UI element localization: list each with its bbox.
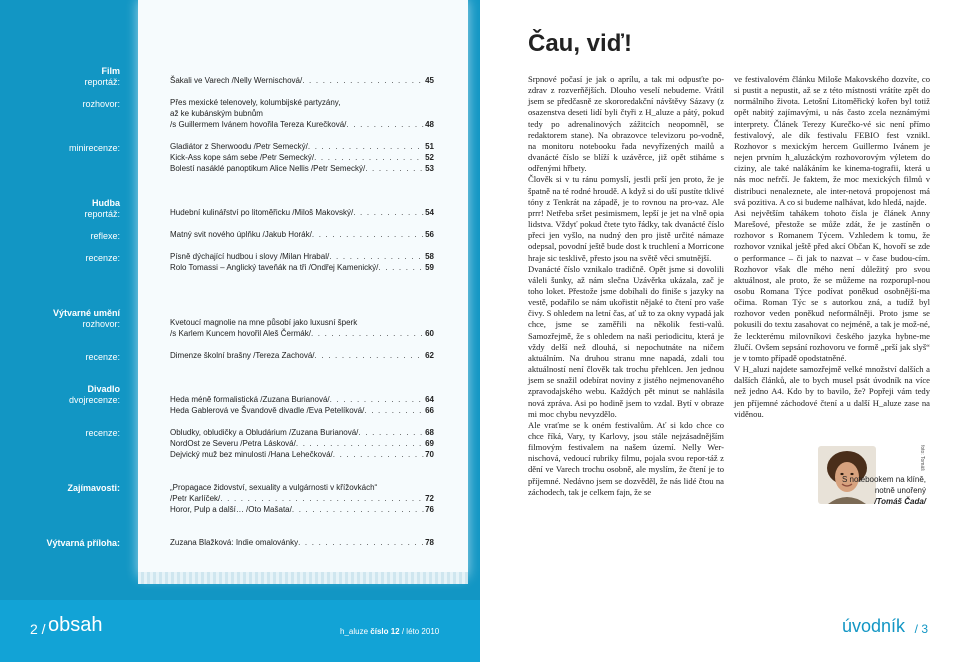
section-hudba-recenze xyxy=(85,253,120,264)
section-film-rozhovor xyxy=(82,99,120,110)
photo-credit: foto: Tomáš xyxy=(919,445,925,471)
toc-text: Šakali ve Varech /Nelly Wernischová/ xyxy=(170,76,303,85)
toc-text: Kvetoucí magnolie na mne působí jako luxusní šperk xyxy=(170,318,358,327)
section-title: Výtvarné umění xyxy=(52,308,120,318)
toc-text: Dejvický muž bez minulosti /Hana Lehečková/ xyxy=(170,450,333,459)
section-label: rozhovor: xyxy=(82,99,120,109)
toc-page: 72 xyxy=(425,494,434,503)
toc-entry[interactable] xyxy=(170,427,434,460)
magazine-name: h_aluze xyxy=(340,627,369,636)
section-title: Film xyxy=(101,66,120,76)
section-divadlo xyxy=(69,384,120,406)
page-number: 2 / xyxy=(30,621,46,637)
toc-entry[interactable] xyxy=(170,537,434,548)
toc-page: 54 xyxy=(425,208,434,217)
editorial-column-2 xyxy=(734,74,930,420)
toc-page: 70 xyxy=(425,450,434,459)
toc-text: Přes mexické telenovely, kolumbijské partyzány, xyxy=(170,98,341,107)
toc-entry[interactable] xyxy=(170,317,434,339)
toc-text: Dimenze školní brašny /Tereza Zachová/ xyxy=(170,351,315,360)
section-label: dvojrecenze: xyxy=(68,395,120,405)
toc-page: 76 xyxy=(425,505,434,514)
section-title: Hudba xyxy=(92,198,120,208)
toc-entry[interactable] xyxy=(170,482,434,515)
section-label: recenze: xyxy=(85,352,120,362)
section-divadlo-recenze xyxy=(85,428,120,439)
toc-page: 60 xyxy=(425,329,434,338)
toc-text: /s Guillermem Ivánem hovořila Tereza Kurečková/ xyxy=(170,120,347,129)
paragraph: Ale vraťme se k oném festivalům. Ať si kdo chce co chce říká, Vary, ty Karlovy, jsou stále nejzásadnějším filmovým festivalem na našem území. Nelly Wer-nischová, vedoucí rubriky filmu, pojala svou repor-táž z dění ve Varech trochu osobně, ale myslím, že čtení je to příjemné. Nedávno jsem se dozvěděl, že nás lidé čtou na záchodech, tak je celkem fajn, že se xyxy=(528,419,724,497)
issue-info xyxy=(340,627,439,636)
toc-entry[interactable] xyxy=(170,207,434,218)
toc-page: 58 xyxy=(425,252,434,261)
toc-text: Gladiátor z Sherwoodu /Petr Semecký/ xyxy=(170,142,308,151)
section-label: recenze: xyxy=(85,428,120,438)
section-film-minirecenze xyxy=(69,143,120,154)
editorial-column-1 xyxy=(528,74,724,498)
toc-text: /s Karlem Kuncem hovořil Aleš Čermák/ xyxy=(170,329,311,338)
section-label: reportáž: xyxy=(84,77,120,87)
portrait-caption xyxy=(730,474,926,507)
toc-text: Rolo Tomassi – Anglický taveňák na tři /Ondřej Kamenický/ xyxy=(170,263,379,272)
toc-text: Zuzana Blažková: Indie omalovánky xyxy=(170,538,299,547)
toc-text: Obludky, obludičky a Obludárium /Zuzana Burianová/ xyxy=(170,428,359,437)
section-priloha xyxy=(46,538,120,549)
toc-entry[interactable] xyxy=(170,97,434,130)
toc-text: Horor, Pulp a další… /Oto Mašata/ xyxy=(170,505,292,514)
toc-text: NordOst ze Severu /Petra Lásková/ xyxy=(170,439,296,448)
toc-page: 48 xyxy=(425,120,434,129)
toc-text: /Petr Karlíček/ xyxy=(170,494,221,503)
toc-text: Kick-Ass kope sám sebe /Petr Semecký/ xyxy=(170,153,315,162)
toc-entry[interactable] xyxy=(170,229,434,240)
section-film xyxy=(84,66,120,88)
issue-season: / léto 2010 xyxy=(401,627,440,636)
issue-number: číslo 12 xyxy=(370,627,400,636)
section-label: rozhovor: xyxy=(82,319,120,329)
toc-text: Písně dýchající hudbou i slovy /Milan Hrabal/ xyxy=(170,252,330,261)
towel-fringe xyxy=(138,572,468,584)
toc-page: 68 xyxy=(425,428,434,437)
caption-line: notně unořený xyxy=(874,486,926,495)
toc-text: Matný svit nového úplňku /Jakub Horák/ xyxy=(170,230,312,239)
toc-page: 69 xyxy=(425,439,434,448)
section-label: minirecenze: xyxy=(68,143,120,153)
caption-line: S notebookem na klíně, xyxy=(841,475,926,484)
section-title: Výtvarná příloha: xyxy=(46,538,120,548)
toc-page: 52 xyxy=(425,153,434,162)
editorial-page xyxy=(480,0,960,662)
toc-entry[interactable] xyxy=(170,394,434,416)
toc-page: 45 xyxy=(425,76,434,85)
section-hudba-reflexe xyxy=(90,231,120,242)
toc-text: Bolestí nasáklé panoptikum Alice Nellis /Petr Semecký/ xyxy=(170,164,366,173)
page-number: / 3 xyxy=(914,622,928,636)
toc-page: 59 xyxy=(425,263,434,272)
toc-entry[interactable] xyxy=(170,251,434,273)
toc-page: 62 xyxy=(425,351,434,360)
section-vytvarne xyxy=(53,308,120,330)
section-title: Divadlo xyxy=(87,384,120,394)
toc-entry[interactable] xyxy=(170,141,434,174)
toc-text: Heda Gablerová ve Švandově divadle /Eva Petelíková/ xyxy=(170,406,365,415)
section-label: reflexe: xyxy=(90,231,120,241)
page-section-label: úvodník xyxy=(841,616,905,636)
toc-page: 64 xyxy=(425,395,434,404)
section-label: reportáž: xyxy=(84,209,120,219)
author-signature: /Tomáš Čada/ xyxy=(874,497,926,506)
section-zajimavosti xyxy=(67,483,120,494)
page-section-label: obsah xyxy=(48,614,103,636)
toc-page: 56 xyxy=(425,230,434,239)
paragraph: Člověk si v tu ránu pomyslí, jestli prší jen proto, že je špatně na té rodné hroudě. A když si do uší pustíte tklivé tóny z Tenkrát na západě, je to rovnou na pro-vaz. Ale prrr! Netřeba sršet pesimismem, lepší je jet na vlně opia lidstva. Vždyť pokud čtete tyto řádky, tak dvanácté číslo přeci jen vyšlo, na nudný den pro jistě určité námaze odepsal, povodní ještě bude dost k truchlení a Morricone hraje sic tesklivě, přesto jsou na světě věci smutnější. xyxy=(528,174,724,263)
paragraph: Dvanácté číslo vznikalo tradičně. Opět jsme si dovolili váleli šunky, až nám slečna Uzávěrka ukázala, zač je toho loket. Přestože jsme dobíhali do finiše s jazyky na vestě, podařilo se nám ukořistit nějaké to čtení pro vaše čivy. S ohledem na letní čas, ať už to za okny vypadá jak chce, jsme se zaměřili na několik festi-valů. Samozřejmě, že s ohledem na naši periodicitu, která je vždy delší než dlouhá, si nepochutnáte na ničem aktuálním. Na druhou stranu mne napadá, zdali tou aktuálností není člověk tak trochu přehlcen. Jen jednou jsem se snažil odebírat noviny z jistého nejmenovaného zpravodajského webu. Každých pět minut se nahlásila nová zpráva. Asi po hodině jsem to vzdal. Bytí v obraze mi moc chybu nevyzdělo. xyxy=(528,263,724,419)
paragraph: Srpnové počasí je jak o aprílu, a tak mi odpusťte po-zdrav z rozverňějších. Dlouho veselí nebudeme. Vrátil jsem se předčasně ze skororedakční návštěvy Sázavy (z osazenstva deseti lidí byli čtyři z H_aluze a pátý, pokud tedy po adrenalinových zážitcích neopomněl, se redaktorem stane). Na obrazovce televizoru po-vodně, na monitoru notebooku řada nevyřízených mailů a dvanácté číslo se blíží k uzávěrce, již opět stiháme s odřenými hřbety. xyxy=(528,74,724,174)
toc-page: 53 xyxy=(425,164,434,173)
paragraph: ve festivalovém článku Miloše Makovského dozvíte, co si pustit a nepustit, až se z této místnosti vrátíte zpět do normálního života. Letošní Litoměřický kořen byl totiž opět nabitý zajímavými, u nás často zcela neznámými interprety. Článek Terezy Kurečko-vé sic není přímo festivalový, ale dík festivalu FEBIO fest vznikl. Rozhovor s mexickým hercem Guillermo Ivánem je nejen prvním h_aluzáckým rozhovorovým výletem do ciziny, ale také nalákáním ke kinema-tografii, která u nás moc nefrčí. Je faktem, že moc mexických filmů v distribuci nenaleznete, ale inter-netová propojenost má svá pozitiva. A co si budeme nalhávat, kdo hledá, najde. xyxy=(734,74,930,207)
toc-page: 51 xyxy=(425,142,434,151)
section-hudba xyxy=(84,198,120,220)
toc-text: „Propagace židovství, sexuality a vulgárnosti v křížovkách“ xyxy=(170,483,378,492)
toc-page: 66 xyxy=(425,406,434,415)
toc-entry[interactable] xyxy=(170,75,434,86)
paragraph: V H_aluzi najdete samozřejmě velké množství dalších a dalších článků, ale to bych musel psát úvodník na více než jedno A4. Kdo by to bavilo, že? Popřeji vám tedy jen příjemné záchodové čtení a u další H_aluze zase na viděnou. xyxy=(734,364,930,419)
section-label: recenze: xyxy=(85,253,120,263)
section-vytvarne-recenze xyxy=(85,352,120,363)
toc-entry[interactable] xyxy=(170,350,434,361)
section-title: Zajímavosti: xyxy=(67,483,120,493)
toc-page: 78 xyxy=(425,538,434,547)
toc-text: Hudební kulinářství po litoměřicku /Miloš Makovský/ xyxy=(170,208,354,217)
toc-text: až ke kubánským bubnům xyxy=(170,109,263,118)
paragraph: Asi největším tahákem tohoto čísla je článek Anny Marešové, přestože se může zdát, že je zastíněn o rozhovor s Romanem Týcem. Vzhledem k tomu, že rozhovor vznikal ještě před akcí Občan K, hovoří se zde o performance – či jak to nazvat – v čase budou-cím. Rozhovor však dle mého není důležitý pro svou aktuálnost, ale proto, že se můžeme na rozporupl-nou osobu Romana Týce podívat poněkud osobnější-ma očima. Roman Týc se s autorkou zná, a tudíž byl rozhovor veden poněkud neformálněji. Proto jsme se pokusili do textu zasahovat co nejméně, a tak je mož-né, že leckterému milovníkovi českého jazyka hybne-me žlučí. Ovšem sepsání rozhovoru ve formě „prší jak slyš“ je v tomto případě opodstatněné. xyxy=(734,207,930,363)
page-title: Čau, viď! xyxy=(528,30,632,57)
toc-text: Heda méně formalistická /Zuzana Burianová/ xyxy=(170,395,330,404)
